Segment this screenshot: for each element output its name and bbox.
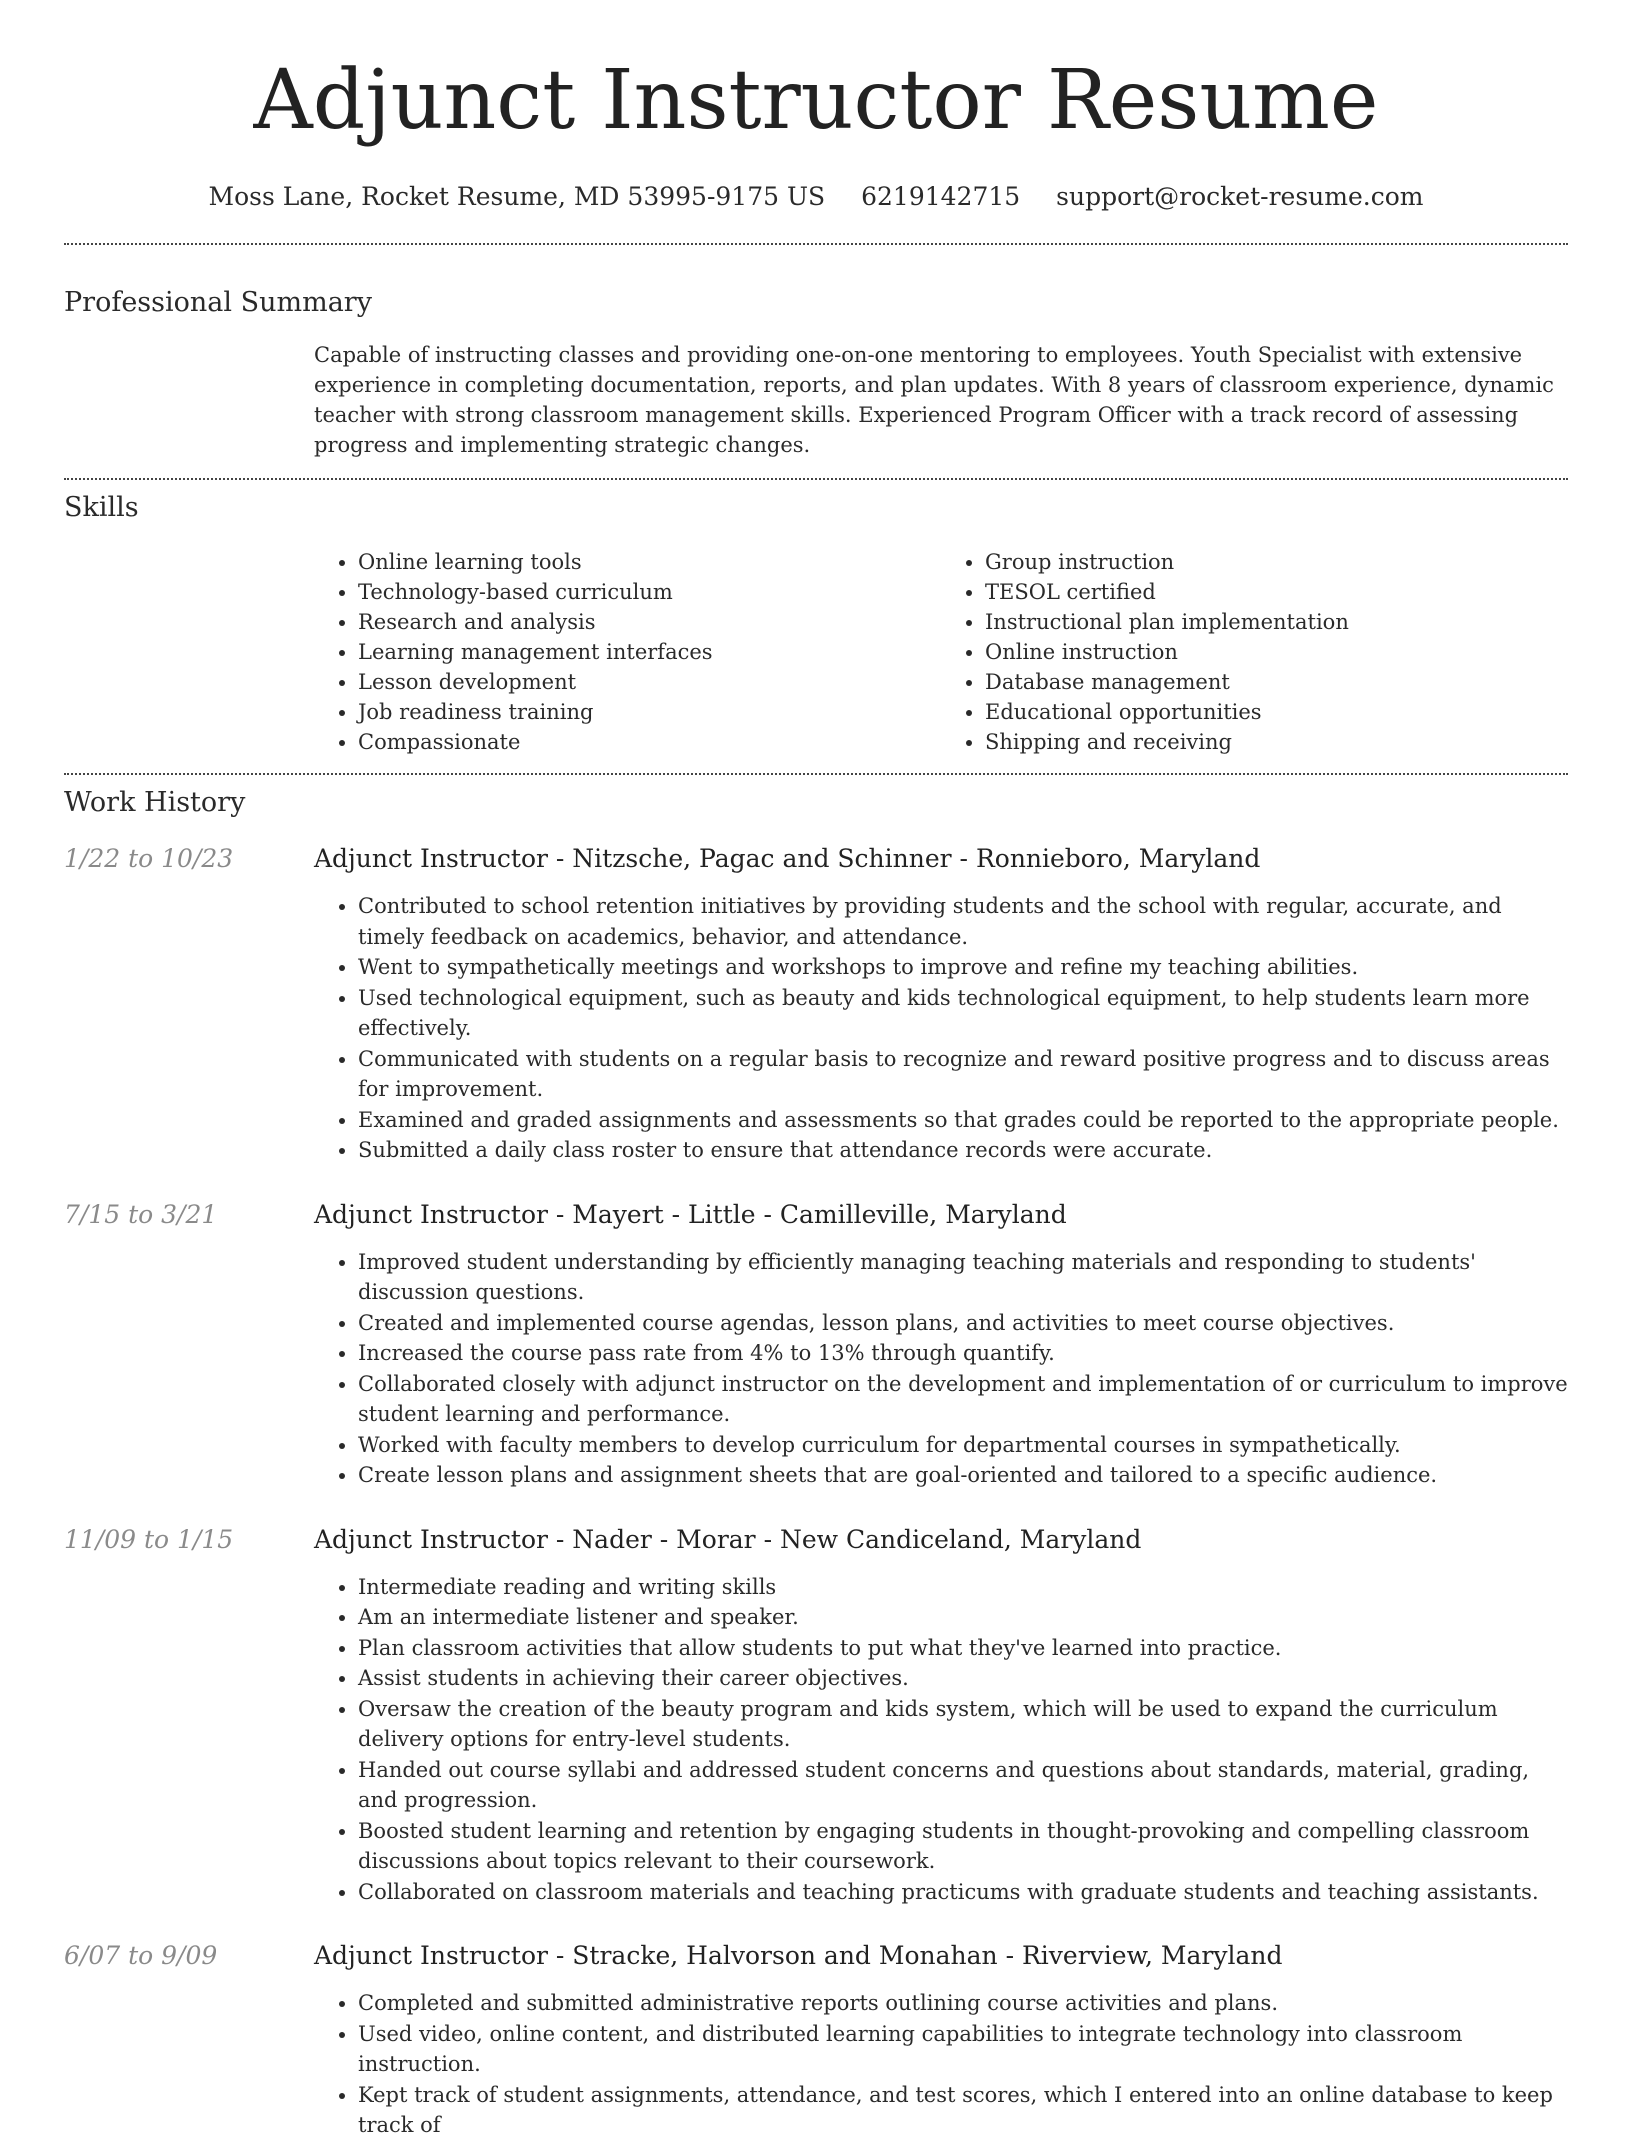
job-bullet: • Collaborated closely with adjunct instructor on the development and implementation of or curriculum to improve student learning and performance. — [358, 1369, 1568, 1430]
job-bullet: • Used technological equipment, such as beauty and kids technological equipment, to help students learn more effectively. — [358, 983, 1568, 1044]
contact-address: Moss Lane, Rocket Resume, MD 53995-9175 US — [208, 182, 826, 211]
job-entry — [0, 1525, 1632, 1908]
job-dates: 6/07 to 9/09 — [64, 1941, 218, 1970]
skill-item: • Online instruction — [985, 637, 1568, 667]
job-bullet: • Improved student understanding by efficiently managing teaching materials and responding to students' discussion questions. — [358, 1247, 1568, 1308]
skill-item: • Lesson development — [358, 667, 941, 697]
job-bullets — [314, 1572, 1568, 1908]
work-section — [0, 787, 1632, 2141]
job-bullets — [314, 891, 1568, 1166]
job-bullet: • Plan classroom activities that allow students to put what they've learned into practice. — [358, 1633, 1568, 1664]
job-dates: 1/22 to 10/23 — [64, 844, 234, 873]
skills-list-right — [941, 547, 1568, 757]
job-bullet: • Create lesson plans and assignment sheets that are goal-oriented and tailored to a specific audience. — [358, 1460, 1568, 1491]
summary-text: Capable of instructing classes and providing one-on-one mentoring to employees. Youth Specialist with extensive experience in completing documentation, reports, and plan updates. With 8 years of classroom experience, dynamic teacher with strong classroom management skills. Experienced Program Officer with a track record of assessing progress and implementing strategic changes. — [314, 343, 1554, 457]
job-bullet: • Completed and submitted administrative reports outlining course activities and plans. — [358, 1988, 1568, 2019]
skills-section — [0, 492, 1632, 757]
job-header — [64, 1200, 1568, 1229]
skills-heading: Skills — [64, 492, 139, 523]
job-bullets — [314, 1988, 1568, 2141]
job-bullet: • Kept track of student assignments, attendance, and test scores, which I entered into an online database to keep track of — [358, 2080, 1568, 2141]
skill-item: • Database management — [985, 667, 1568, 697]
skill-item: • Technology-based curriculum — [358, 577, 941, 607]
skill-item: • Shipping and receiving — [985, 727, 1568, 757]
contact-line — [0, 182, 1632, 211]
job-bullet: • Am an intermediate listener and speaker. — [358, 1602, 1568, 1633]
job-bullet: • Increased the course pass rate from 4% to 13% through quantify. — [358, 1338, 1568, 1369]
skill-item: • TESOL certified — [985, 577, 1568, 607]
job-title: Adjunct Instructor - Nitzsche, Pagac and Schinner - Ronnieboro, Maryland — [314, 844, 1261, 873]
contact-phone: 6219142715 — [861, 182, 1021, 211]
job-title: Adjunct Instructor - Stracke, Halvorson and Monahan - Riverview, Maryland — [314, 1941, 1283, 1970]
job-bullet: • Examined and graded assignments and assessments so that grades could be reported to the appropriate people. — [358, 1105, 1568, 1136]
job-title: Adjunct Instructor - Mayert - Little - Camilleville, Maryland — [314, 1199, 1067, 1229]
skills-columns — [314, 547, 1568, 757]
skill-item: • Compassionate — [358, 727, 941, 757]
job-dates: 7/15 to 3/21 — [64, 1199, 218, 1229]
work-heading: Work History — [64, 787, 246, 818]
skill-item: • Learning management interfaces — [358, 637, 941, 667]
job-bullet: • Communicated with students on a regular basis to recognize and reward positive progress and to discuss areas for improvement. — [358, 1044, 1568, 1105]
divider — [64, 243, 1568, 245]
skill-item: • Research and analysis — [358, 607, 941, 637]
skill-item: • Educational opportunities — [985, 697, 1568, 727]
skills-list-left — [314, 547, 941, 757]
divider — [64, 478, 1568, 480]
job-entry — [0, 844, 1632, 1166]
summary-section — [0, 287, 1632, 460]
job-entry — [0, 1941, 1632, 2141]
divider — [64, 773, 1568, 775]
job-header — [64, 1941, 1568, 1970]
job-bullet: • Used video, online content, and distributed learning capabilities to integrate technology into classroom instruction. — [358, 2019, 1568, 2080]
job-title: Adjunct Instructor - Nader - Morar - New Candiceland, Maryland — [314, 1524, 1142, 1554]
job-bullet: • Oversaw the creation of the beauty program and kids system, which will be used to expand the curriculum delivery options for entry-level students. — [358, 1694, 1568, 1755]
skill-item: • Group instruction — [985, 547, 1568, 577]
job-bullet: • Boosted student learning and retention by engaging students in thought-provoking and compelling classroom discussions about topics relevant to their coursework. — [358, 1816, 1568, 1877]
job-bullet: • Collaborated on classroom materials and teaching practicums with graduate students and teaching assistants. — [358, 1877, 1568, 1908]
job-bullet: • Assist students in achieving their career objectives. — [358, 1663, 1568, 1694]
skill-item: • Online learning tools — [358, 547, 941, 577]
job-bullet: • Went to sympathetically meetings and workshops to improve and refine my teaching abilities. — [358, 952, 1568, 983]
job-bullet: • Contributed to school retention initiatives by providing students and the school with regular, accurate, and timely feedback on academics, behavior, and attendance. — [358, 891, 1568, 952]
job-bullet: • Intermediate reading and writing skills — [358, 1572, 1568, 1603]
job-dates: 11/09 to 1/15 — [64, 1524, 234, 1554]
skill-item: • Instructional plan implementation — [985, 607, 1568, 637]
skill-item: • Job readiness training — [358, 697, 941, 727]
job-header — [64, 844, 1568, 873]
job-entry — [0, 1200, 1632, 1491]
resume-title: Adjunct Instructor Resume — [253, 53, 1379, 148]
job-bullet: • Handed out course syllabi and addressed student concerns and questions about standards, material, grading, and progression. — [358, 1755, 1568, 1816]
summary-heading: Professional Summary — [64, 287, 372, 318]
resume-header — [0, 0, 1632, 211]
job-bullets — [314, 1247, 1568, 1491]
job-bullet: • Submitted a daily class roster to ensure that attendance records were accurate. — [358, 1135, 1568, 1166]
job-bullet: • Created and implemented course agendas, lesson plans, and activities to meet course objectives. — [358, 1308, 1568, 1339]
contact-email: support@rocket-resume.com — [1056, 182, 1424, 211]
job-bullet: • Worked with faculty members to develop curriculum for departmental courses in sympathetically. — [358, 1430, 1568, 1461]
job-header — [64, 1525, 1568, 1554]
